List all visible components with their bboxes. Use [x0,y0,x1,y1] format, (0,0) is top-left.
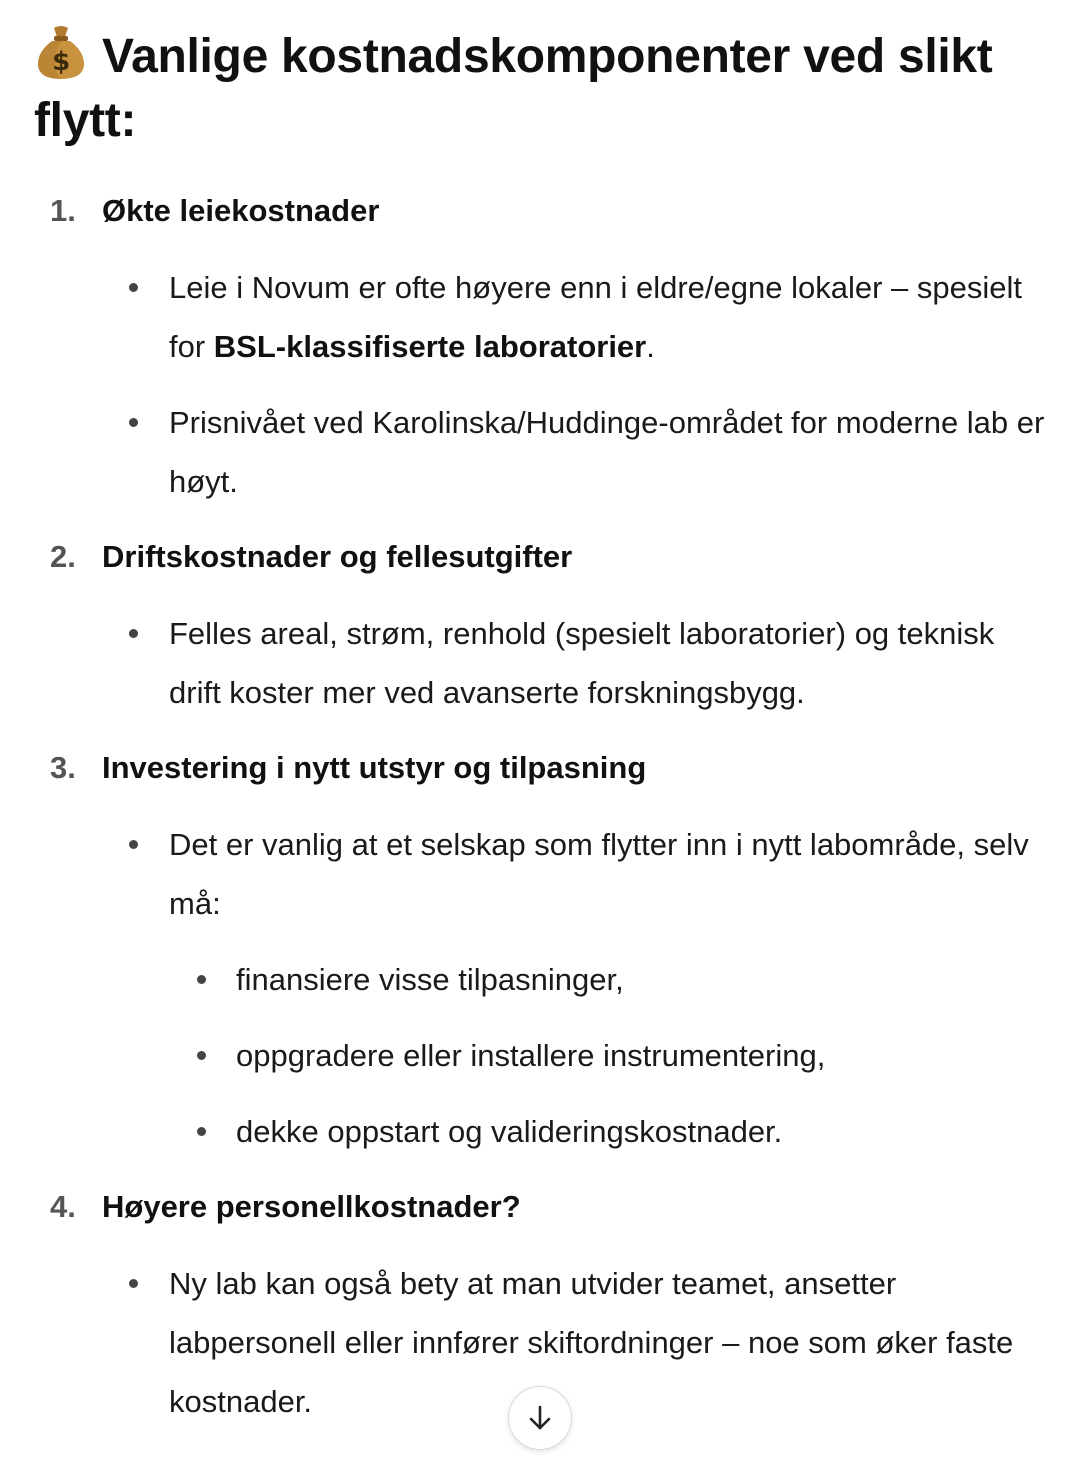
bullet-dot [129,1279,138,1288]
arrow-down-icon [524,1402,556,1434]
bullet-dot [129,283,138,292]
bullet-dot [129,629,138,638]
money-bag-icon [34,22,88,82]
list-item-bullet-text: Prisnivået ved Karolinska/Huddinge-området for moderne lab er høyt. [169,405,1045,499]
sub-bullet-dot [197,1051,206,1060]
section-heading [34,22,1054,153]
list-number-3: 3. [50,750,76,785]
list-item-bullet-text: Ny lab kan også bety at man utvider teamet, ansetter labpersonell eller innfører skiftordninger – noe som øker faste kostnader. [169,1266,1014,1419]
sub-list-item-text: finansiere visse tilpasninger, [236,962,624,997]
bullet-dot [129,418,138,427]
svg-text:$: $ [52,47,70,77]
bullet-dot [129,840,138,849]
list-item-title-2: Driftskostnader og fellesutgifter [102,539,573,574]
sub-list-item-text: dekke oppstart og valideringskostnader. [236,1114,783,1149]
list-number-4: 4. [50,1189,76,1224]
sub-list-item-text: oppgradere eller installere instrumentering, [236,1038,826,1073]
sub-bullet-dot [197,975,206,984]
sub-bullet-dot [197,1127,206,1136]
list-item-bullet-text: Felles areal, strøm, renhold (spesielt laboratorier) og teknisk drift koster mer ved avanserte forskningsbygg. [169,616,995,710]
list-item-bullet-text: Leie i Novum er ofte høyere enn i eldre/egne lokaler – spesielt for BSL-klassifiserte laboratorier. [169,270,1022,364]
scroll-to-bottom-button[interactable] [508,1386,572,1450]
list-number-2: 2. [50,539,76,574]
list-item-bullet-text: Det er vanlig at et selskap som flytter inn i nytt labområde, selv må: [169,827,1029,921]
list-item-title-1: Økte leiekostnader [102,193,380,228]
list-item-title-3: Investering i nytt utstyr og tilpasning [102,750,647,785]
list-item-title-4: Høyere personellkostnader? [102,1189,521,1224]
bold-text: BSL-klassifiserte laboratorier [213,329,647,364]
list-number-1: 1. [50,193,76,228]
section-heading-text: Vanlige kostnadskomponenter ved slikt flytt: [34,30,993,147]
